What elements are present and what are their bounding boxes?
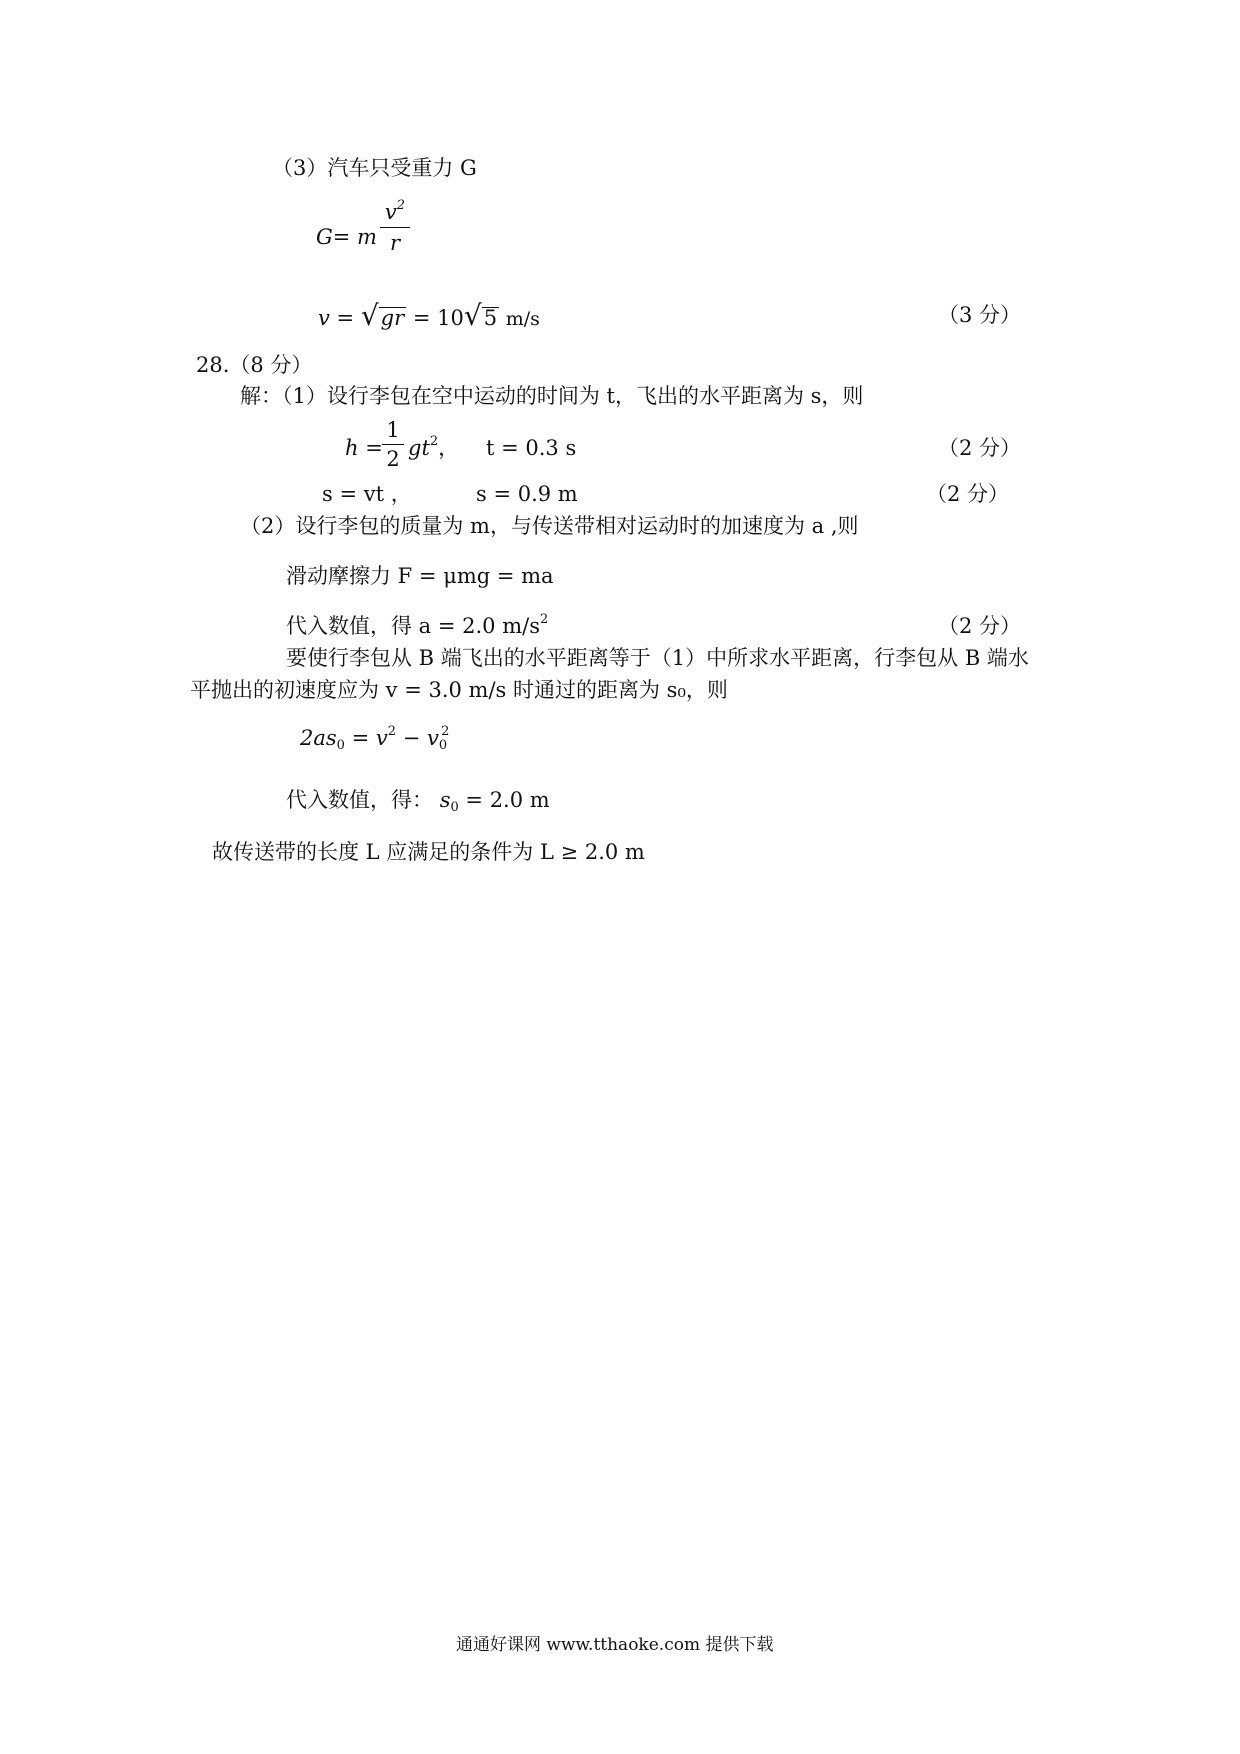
footer-text: 通通好课网 www.tthaoke.com 提供下载 bbox=[456, 1635, 774, 1655]
sqrt-icon-2: √ bbox=[463, 299, 482, 332]
q28-score3: （2 分） bbox=[938, 614, 1022, 638]
eq1-lhs: G= m bbox=[316, 225, 377, 249]
q28-title: 28.（8 分） bbox=[196, 353, 313, 377]
eq2-radicand2: 5 bbox=[483, 306, 498, 330]
part3-heading: （3）汽车只受重力 G bbox=[272, 156, 477, 180]
friction-equation: 滑动摩擦力 F = μmg = ma bbox=[286, 564, 554, 588]
eq1-fraction bbox=[380, 200, 410, 255]
q28-solution-intro: 解：（1）设行李包在空中运动的时间为 t，飞出的水平距离为 s，则 bbox=[240, 384, 864, 408]
eq2-equals: = 10 bbox=[412, 306, 464, 330]
q28-score1: （2 分） bbox=[938, 436, 1022, 460]
eq2-unit: m/s bbox=[505, 308, 540, 330]
eq-h-fraction bbox=[382, 418, 404, 471]
sqrt-icon: √ bbox=[360, 299, 379, 332]
eq-h-rest: $gt^2$， bbox=[408, 434, 460, 460]
eq-h-numerator: 1 bbox=[386, 418, 400, 442]
eq-s2: s = 0.9 m bbox=[476, 482, 578, 506]
q28-part2-intro: （2）设行李包的质量为 m，与传送带相对运动时的加速度为 a ,则 bbox=[240, 514, 859, 538]
part3-score: （3 分） bbox=[938, 303, 1022, 327]
eq2-v: v = bbox=[318, 306, 355, 330]
eq-h-lhs: h = bbox=[345, 436, 383, 460]
substitute1: 代入数值，得 a = 2.0 $m/s^2$ bbox=[286, 612, 549, 638]
eq2-radicand: gr bbox=[380, 306, 405, 330]
kinematic-equation: $2as_0 = v^2 - v_0^2$ bbox=[300, 724, 450, 753]
eq-t: t = 0.3 s bbox=[486, 436, 577, 460]
eq1-numerator-exponent: 2 bbox=[396, 198, 406, 213]
q28-score2: （2 分） bbox=[926, 482, 1010, 506]
substitute2: 代入数值，得： $s_0 = 2.0$ m bbox=[286, 788, 550, 815]
eq1-numerator: v bbox=[384, 200, 397, 224]
eq2 bbox=[318, 299, 540, 332]
eq-h-denominator: 2 bbox=[386, 447, 400, 471]
eq-s1: s = vt ， bbox=[322, 482, 412, 506]
conclusion: 故传送带的长度 L 应满足的条件为 L ≥ 2.0 m bbox=[212, 840, 645, 864]
paragraph-line1: 要使行李包从 B 端飞出的水平距离等于（1）中所求水平距离，行李包从 B 端水 bbox=[286, 646, 1029, 670]
eq1-denominator: r bbox=[389, 231, 401, 255]
paragraph-line2: 平抛出的初速度应为 v = 3.0 m/s 时通过的距离为 s₀，则 bbox=[190, 678, 728, 702]
